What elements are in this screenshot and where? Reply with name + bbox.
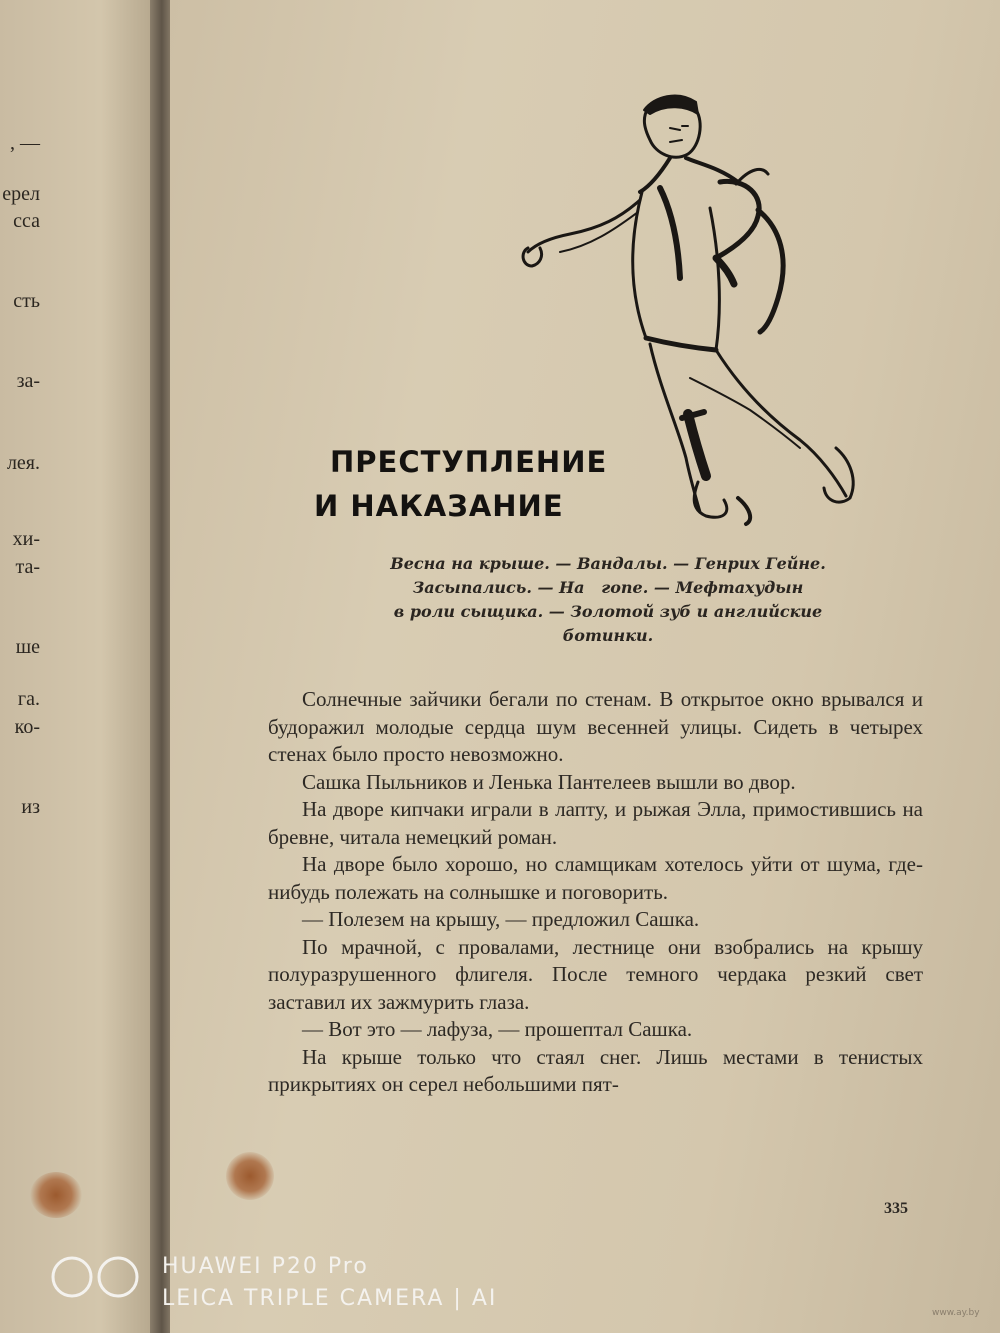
left-fragment: сть xyxy=(13,290,40,312)
left-fragment: , — xyxy=(10,132,40,154)
left-fragment: ше xyxy=(15,636,40,658)
left-fragment: ко- xyxy=(14,716,40,738)
chapter-title xyxy=(314,440,630,528)
paragraph: — Вот это — лафуза, — прошептал Сашка. xyxy=(302,1017,693,1041)
paragraph: По мрачной, с провалами, лестнице они взобрались на крышу полуразрушенного флигеля. После темного чердака резкий свет заставил их зажмурить глаза. xyxy=(268,934,923,1014)
chapter-title-line: И НАКАЗАНИЕ xyxy=(314,489,564,523)
foxing-stain xyxy=(226,1152,274,1200)
paragraph: Сашка Пыльников и Ленька Пантелеев вышли во двор. xyxy=(302,769,796,794)
paragraph: — Полезем на крышу, — предложил Сашка. xyxy=(302,907,700,931)
camera-logo-icon xyxy=(50,1254,142,1300)
left-fragment: та- xyxy=(15,556,40,578)
left-fragment: хи- xyxy=(12,528,40,550)
paragraph: Солнечные зайчики бегали по стенам. В открытое окно врывался и будоражил молодые сердца шум весенней улицы. Сидеть в четырех стенах было просто невозможно. xyxy=(268,687,923,766)
site-watermark: www.ay.by xyxy=(932,1308,980,1318)
left-page-edge xyxy=(0,0,168,1333)
summary-line: ботинки. xyxy=(562,626,654,645)
left-fragment: лея. xyxy=(6,452,40,474)
left-fragment: сса xyxy=(13,210,40,232)
camera-lens-text: LEICA TRIPLE CAMERA | AI xyxy=(162,1286,498,1311)
camera-model-text: HUAWEI P20 Pro xyxy=(162,1254,369,1279)
summary-line: Засыпались. — На гопе. — Мефтахудын xyxy=(412,578,804,597)
chapter-title-line: ПРЕСТУПЛЕНИЕ xyxy=(330,445,608,479)
left-fragment: ерел xyxy=(2,183,40,205)
body-text xyxy=(268,686,923,1099)
paragraph: На дворе кипчаки играли в лапту, и рыжая Элла, примостившись на бревне, читала немецкий роман. xyxy=(268,797,923,849)
paragraph: На крыше только что стаял снег. Лишь местами в тенистых прикрытиях он серел небольшими пят- xyxy=(268,1044,923,1096)
left-fragment: за- xyxy=(16,370,40,392)
foxing-stain xyxy=(30,1172,82,1218)
summary-line: в роли сыщика. — Золотой зуб и английские xyxy=(393,602,823,621)
page-number: 335 xyxy=(884,1200,908,1217)
left-fragment: из xyxy=(21,796,40,818)
left-fragment: га. xyxy=(17,688,40,710)
chapter-summary xyxy=(318,552,898,648)
summary-line: Весна на крыше. — Вандалы. — Генрих Гейне. xyxy=(390,554,826,573)
paragraph: На дворе было хорошо, но сламщикам хотелось уйти от шума, где-нибудь полежать на солнышке и поговорить. xyxy=(268,852,923,904)
